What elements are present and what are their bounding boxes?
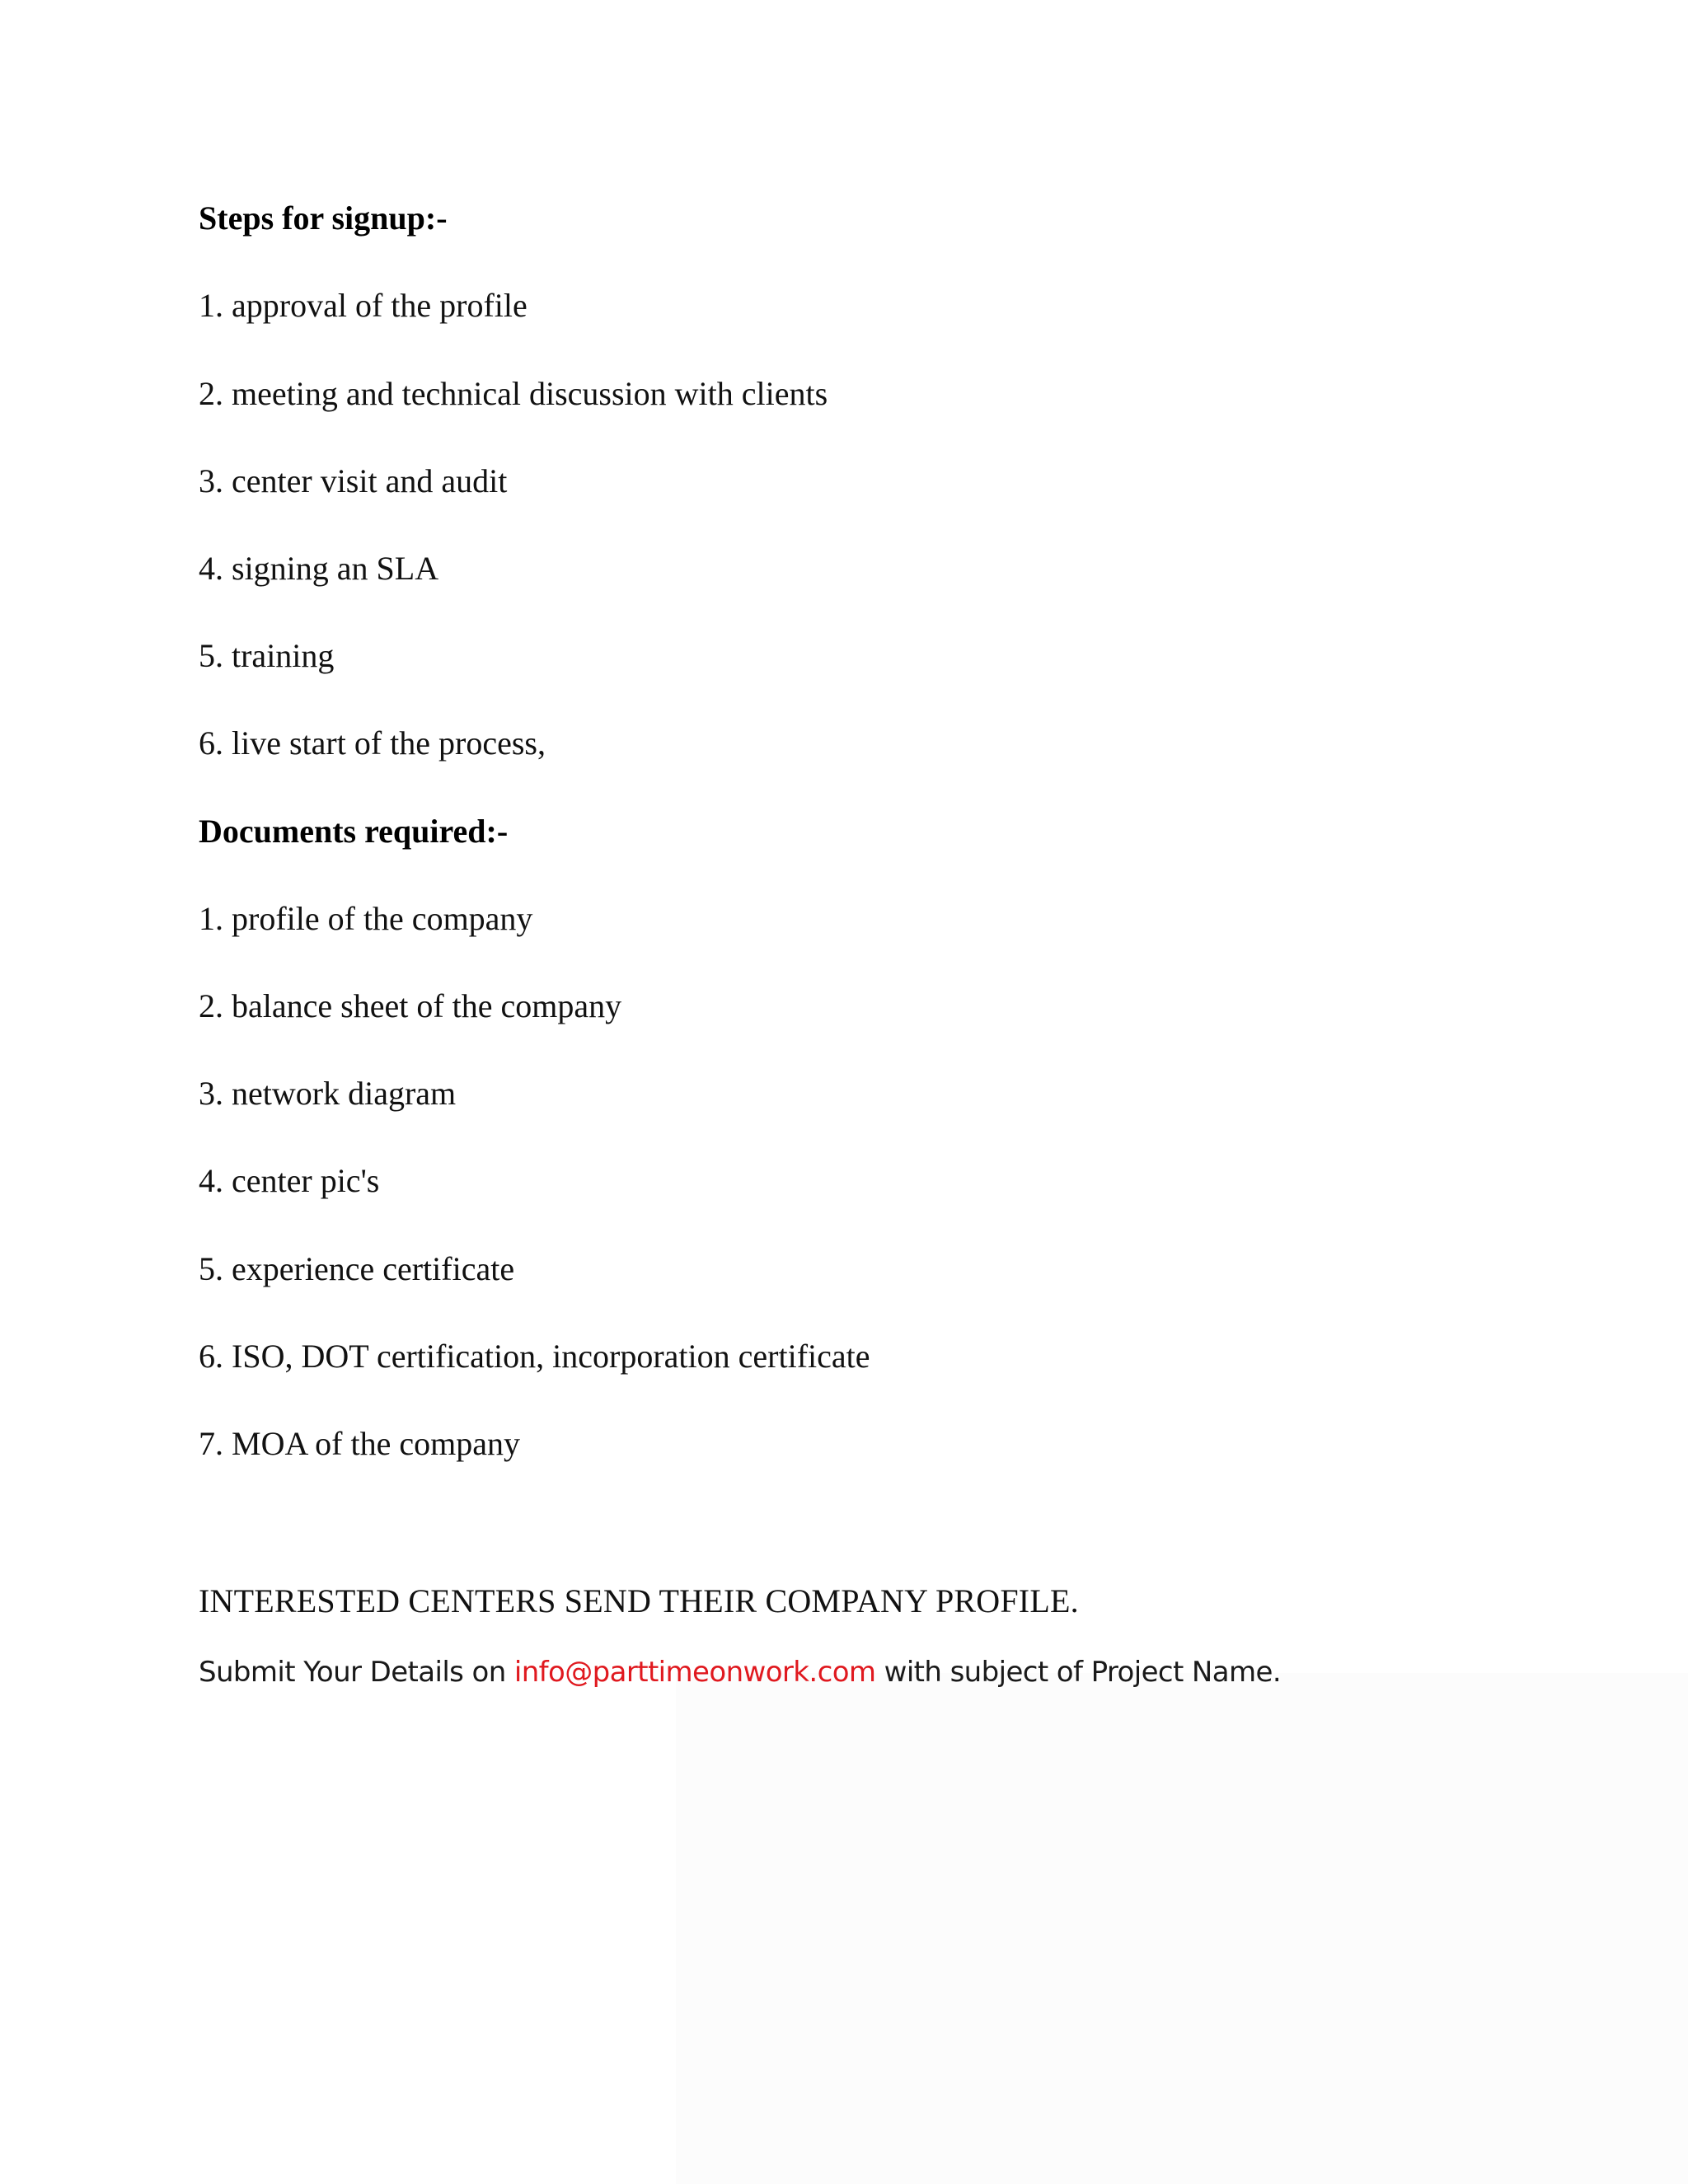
steps-heading: Steps for signup:-: [199, 199, 448, 237]
submit-prefix: Submit Your Details on: [199, 1656, 514, 1689]
documents-item: 7. MOA of the company: [199, 1425, 520, 1462]
submit-details-line: [199, 1654, 1281, 1690]
background-shade: [676, 1673, 1688, 2184]
steps-item: 2. meeting and technical discussion with clients: [199, 375, 828, 412]
documents-item: 6. ISO, DOT certification, incorporation certificate: [199, 1338, 870, 1375]
interested-centers-notice: INTERESTED CENTERS SEND THEIR COMPANY PROFILE.: [199, 1582, 1079, 1619]
steps-item: 5. training: [199, 637, 335, 674]
documents-item: 3. network diagram: [199, 1075, 457, 1112]
documents-item: 2. balance sheet of the company: [199, 987, 622, 1024]
documents-heading: Documents required:-: [199, 813, 509, 850]
documents-item: 1. profile of the company: [199, 900, 533, 937]
submit-suffix: with subject of Project Name.: [875, 1656, 1282, 1689]
documents-item: 5. experience certificate: [199, 1250, 515, 1287]
steps-item: 4. signing an SLA: [199, 550, 439, 587]
steps-item: 1. approval of the profile: [199, 287, 528, 324]
documents-item: 4. center pic's: [199, 1162, 380, 1199]
steps-item: 3. center visit and audit: [199, 462, 508, 499]
email-link[interactable]: info@parttimeonwork.com: [513, 1656, 876, 1689]
steps-item: 6. live start of the process,: [199, 724, 546, 762]
